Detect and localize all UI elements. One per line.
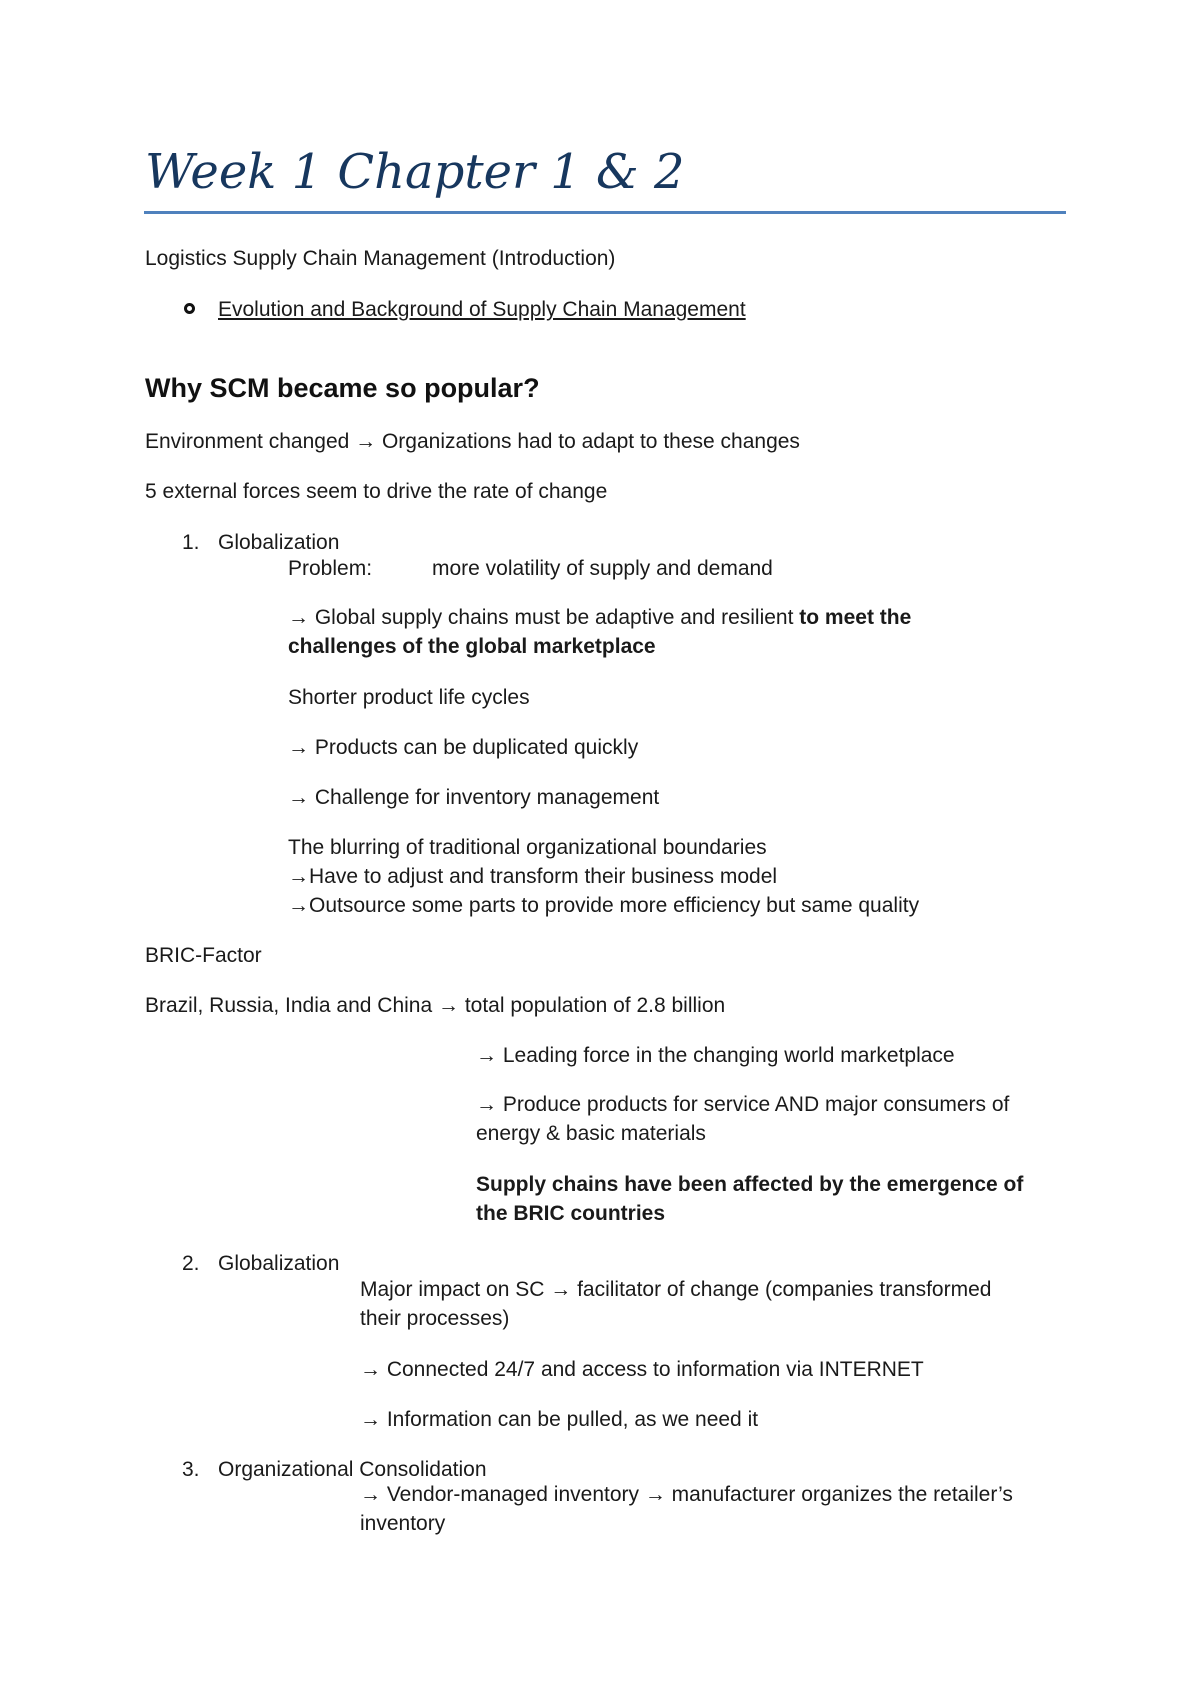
inventory-challenge-text: → Challenge for inventory management xyxy=(288,786,660,809)
pulled-text: → Information can be pulled, as we need it xyxy=(360,1408,759,1431)
list-number-2: 2. xyxy=(182,1252,200,1275)
intro-line-2: 5 external forces seem to drive the rate of change xyxy=(145,480,608,503)
list-number-1: 1. xyxy=(182,531,200,554)
page-title: Week 1 Chapter 1 & 2 xyxy=(145,144,685,200)
bric-supply-bold-1: Supply chains have been affected by the emergence of xyxy=(476,1173,1024,1196)
problem-label: Problem: xyxy=(288,557,373,580)
blurring-text: The blurring of traditional organizational boundaries xyxy=(288,836,767,859)
impact-line-2: their processes) xyxy=(360,1307,510,1330)
bric-supply-line-1 xyxy=(476,1171,1023,1199)
bric-produce-line-1: → Produce products for service AND major consumers of xyxy=(476,1093,1010,1116)
intro-line-1: Environment changed → Organizations had to adapt to these changes xyxy=(145,430,800,453)
shorter-cycles-text: Shorter product life cycles xyxy=(288,686,530,709)
problem-text: more volatility of supply and demand xyxy=(432,557,773,580)
vmi-line-2: inventory xyxy=(360,1512,446,1535)
list-item-2-label: Globalization xyxy=(218,1252,340,1275)
bric-supply-line-2 xyxy=(476,1200,665,1228)
global-supply-text: → Global supply chains must be adaptive and resilient xyxy=(288,606,800,629)
adjust-text: →Have to adjust and transform their business model xyxy=(288,865,778,888)
duplicated-text: → Products can be duplicated quickly xyxy=(288,736,639,759)
global-supply-bold: to meet the xyxy=(799,606,912,629)
global-supply-line-1 xyxy=(288,604,911,632)
circle-bullet-icon xyxy=(184,303,195,314)
section-heading: Why SCM became so popular? xyxy=(145,373,540,403)
connected-text: → Connected 24/7 and access to information via INTERNET xyxy=(360,1358,924,1381)
title-underline-rule xyxy=(144,211,1066,214)
list-item-1-label: Globalization xyxy=(218,531,340,554)
global-supply-bold-2: challenges of the global marketplace xyxy=(288,635,656,658)
bric-line: Brazil, Russia, India and China → total population of 2.8 billion xyxy=(145,994,726,1017)
bric-leading-text: → Leading force in the changing world marketplace xyxy=(476,1044,955,1067)
outsource-text: →Outsource some parts to provide more efficiency but same quality xyxy=(288,894,920,917)
bric-produce-line-2: energy & basic materials xyxy=(476,1122,706,1145)
list-item-3-label: Organizational Consolidation xyxy=(218,1458,487,1481)
bric-supply-bold-2: the BRIC countries xyxy=(476,1202,666,1225)
bullet-link-text[interactable]: Evolution and Background of Supply Chain Management xyxy=(218,298,746,321)
impact-line-1: Major impact on SC → facilitator of change (companies transformed xyxy=(360,1278,992,1301)
vmi-line-1: → Vendor-managed inventory → manufacturer organizes the retailer’s xyxy=(360,1483,1013,1506)
bric-label: BRIC-Factor xyxy=(145,944,262,967)
subtitle: Logistics Supply Chain Management (Introduction) xyxy=(145,247,616,270)
list-number-3: 3. xyxy=(182,1458,200,1481)
global-supply-line-2 xyxy=(288,633,656,661)
